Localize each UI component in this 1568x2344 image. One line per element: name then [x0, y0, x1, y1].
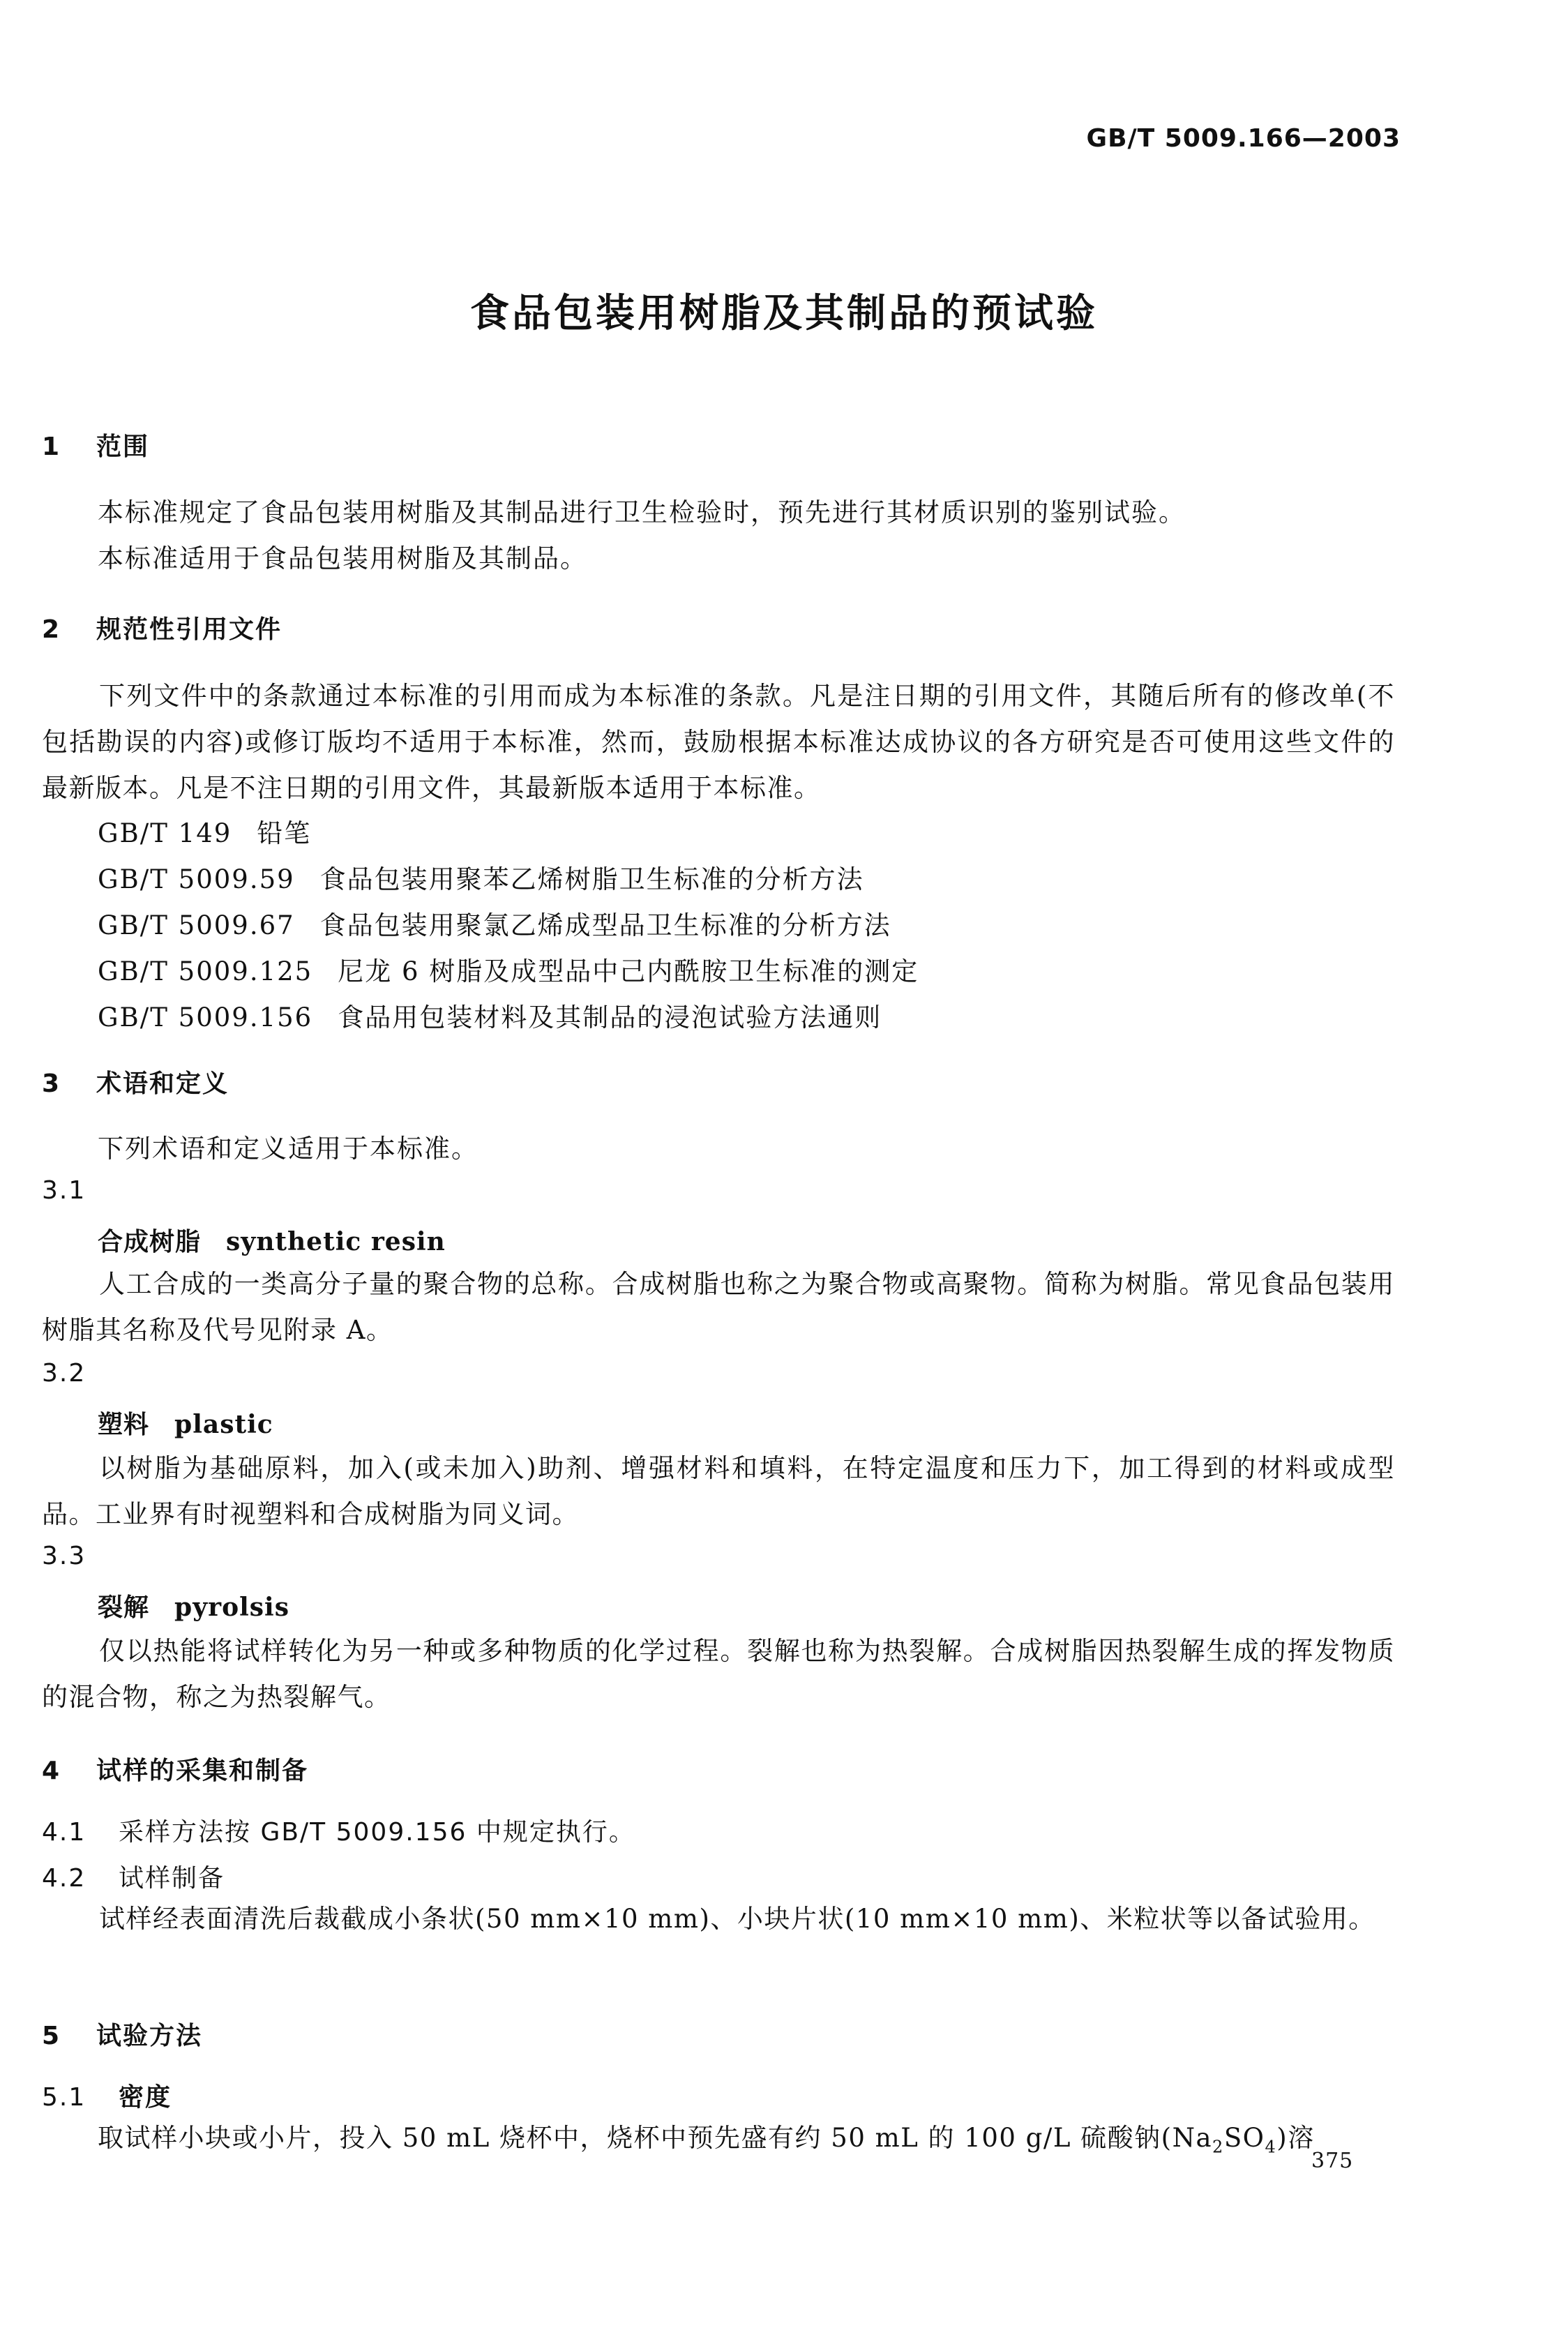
- section-number: 2: [42, 615, 61, 644]
- section-1-heading: [42, 427, 149, 463]
- subsection-number: 5.1: [42, 2083, 86, 2112]
- paragraph: 试样经表面清洗后裁截成小条状(50 mm×10 mm)、小块片状(10 mm×10 mm)、米粒状等以备试验用。: [99, 1904, 1375, 1934]
- term-definition: 仅以热能将试样转化为另一种或多种物质的化学过程。裂解也称为热裂解。合成树脂因热裂解生成的挥发物质的混合物，称之为热裂解气。: [42, 1636, 1395, 1712]
- section-title: 术语和定义: [96, 1069, 229, 1098]
- term-heading: [98, 1588, 289, 1623]
- term-zh: 塑料: [98, 1410, 150, 1439]
- reference-code: GB/T 5009.125: [98, 956, 313, 986]
- reference-item: [98, 996, 882, 1034]
- page-number: 375: [1311, 2149, 1354, 2173]
- term-heading: [98, 1222, 446, 1258]
- section-2-heading: [42, 610, 282, 645]
- subsection-4-2: [42, 1858, 225, 1894]
- subsection-text: 试样制备: [119, 1864, 225, 1893]
- reference-title: 尼龙 6 树脂及成型品中己内酰胺卫生标准的测定: [338, 956, 919, 986]
- section-title: 试样的采集和制备: [96, 1757, 309, 1785]
- reference-code: GB/T 149: [98, 818, 232, 848]
- term-number: 3.2: [42, 1359, 86, 1388]
- subsection-4-1: [42, 1812, 635, 1848]
- text-run: )溶: [1276, 2123, 1315, 2153]
- paragraph: 本标准规定了食品包装用树脂及其制品进行卫生检验时，预先进行其材质识别的鉴别试验。: [98, 497, 1186, 527]
- reference-item: [98, 812, 311, 850]
- reference-title: 铅笔: [257, 818, 312, 848]
- reference-title: 食品包装用聚氯乙烯成型品卫生标准的分析方法: [319, 910, 891, 940]
- paragraph: 下列术语和定义适用于本标准。: [98, 1134, 478, 1164]
- reference-title: 食品包装用聚苯乙烯树脂卫生标准的分析方法: [319, 864, 864, 894]
- reference-item: [98, 904, 891, 942]
- term-definition: 以树脂为基础原料，加入(或未加入)助剂、增强材料和填料，在特定温度和压力下，加工得到的材料或成型品。工业界有时视塑料和合成树脂为同义词。: [42, 1453, 1395, 1529]
- term-en: pyrolsis: [174, 1593, 289, 1622]
- section-number: 5: [42, 2022, 61, 2050]
- term-heading: [98, 1405, 273, 1441]
- subsection-text: 采样方法按 GB/T 5009.156 中规定执行。: [119, 1818, 635, 1847]
- text-run: SO: [1223, 2123, 1265, 2153]
- paragraph: [98, 2115, 1315, 2170]
- section-number: 1: [42, 433, 61, 461]
- subsection-title: 密度: [119, 2083, 172, 2112]
- reference-title: 食品用包装材料及其制品的浸泡试验方法通则: [338, 1002, 882, 1032]
- reference-code: GB/T 5009.156: [98, 1002, 313, 1032]
- section-number: 4: [42, 1757, 61, 1785]
- subsection-number: 4.1: [42, 1818, 86, 1847]
- section-3-heading: [42, 1064, 229, 1099]
- subscript: 2: [1212, 2137, 1224, 2157]
- reference-item: [98, 858, 864, 896]
- section-title: 规范性引用文件: [96, 615, 282, 644]
- term-zh: 裂解: [98, 1593, 150, 1622]
- reference-code: GB/T 5009.59: [98, 864, 295, 894]
- paragraph: 本标准适用于食品包装用树脂及其制品。: [98, 543, 587, 573]
- subsection-5-1: [42, 2078, 172, 2113]
- paragraph: 下列文件中的条款通过本标准的引用而成为本标准的条款。凡是注日期的引用文件，其随后所有的修改单(不包括勘误的内容)或修订版均不适用于本标准，然而，鼓励根据本标准达成协议的各方研究是否可使用这些文件的最新版本。凡是不注日期的引用文件，其最新版本适用于本标准。: [42, 681, 1395, 803]
- term-zh: 合成树脂: [98, 1227, 202, 1256]
- section-5-heading: [42, 2016, 202, 2052]
- term-en: plastic: [174, 1410, 273, 1439]
- term-en: synthetic resin: [226, 1227, 446, 1256]
- term-number: 3.1: [42, 1176, 86, 1205]
- standard-code: GB/T 5009.166—2003: [1086, 124, 1401, 153]
- term-definition: 人工合成的一类高分子量的聚合物的总称。合成树脂也称之为聚合物或高聚物。简称为树脂。常见食品包装用树脂其名称及代号见附录 A。: [42, 1269, 1395, 1345]
- section-4-heading: [42, 1751, 308, 1787]
- subscript: 4: [1265, 2137, 1277, 2157]
- section-title: 试验方法: [96, 2022, 203, 2050]
- text-run: 取试样小块或小片，投入 50 mL 烧杯中，烧杯中预先盛有约 50 mL 的 100 g/L 硫酸钠(Na: [98, 2123, 1213, 2153]
- section-number: 3: [42, 1069, 61, 1098]
- subsection-number: 4.2: [42, 1864, 86, 1893]
- term-number: 3.3: [42, 1542, 86, 1570]
- reference-code: GB/T 5009.67: [98, 910, 295, 940]
- section-title: 范围: [96, 433, 150, 461]
- reference-item: [98, 950, 919, 988]
- page-title: 食品包装用树脂及其制品的预试验: [470, 291, 1098, 336]
